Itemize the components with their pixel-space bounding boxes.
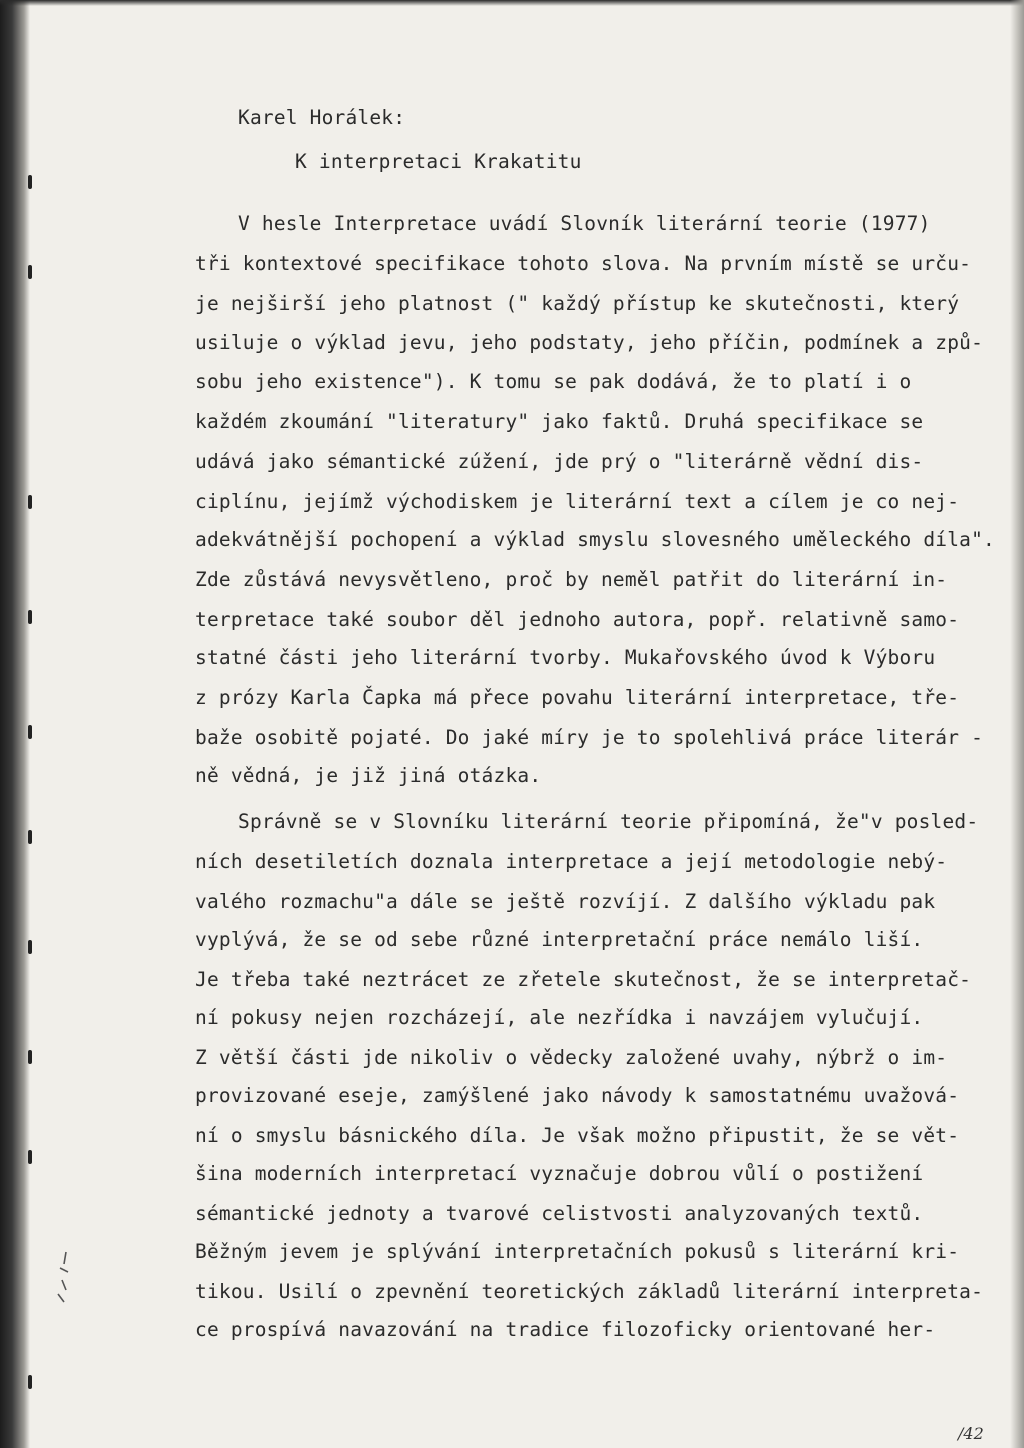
text-line: šina moderních interpretací vyznačuje dobrou vůlí o postižení	[195, 1162, 924, 1185]
text-line: z prózy Karla Čapka má přece povahu literární interpretace, tře-	[195, 686, 960, 709]
text-line: terpretace také soubor děl jednoho autora, popř. relativně samo-	[195, 608, 960, 631]
text-line: Z větší části jde nikoliv o vědecky založené uvahy, nýbrž o im-	[195, 1046, 948, 1069]
text-line: ce prospívá navazování na tradice filozoficky orientované her-	[195, 1318, 936, 1341]
page-number: /42	[958, 1424, 984, 1443]
text-line: ní o smyslu básnického díla. Je však možno připustit, že se vět-	[195, 1124, 960, 1147]
text-line: ně vědná, je již jiná otázka.	[195, 764, 542, 787]
binding-mark	[28, 265, 32, 279]
text-line: baže osobitě pojaté. Do jaké míry je to spolehlivá práce literár -	[195, 726, 984, 749]
text-line: sobu jeho existence"). K tomu se pak dodává, že to platí i o	[195, 370, 912, 393]
binding-mark	[28, 1150, 32, 1164]
binding-mark	[28, 1050, 32, 1064]
text-line: ciplínu, jejímž východiskem je literární text a cílem je co nej-	[195, 490, 960, 513]
page-right-edge	[1010, 0, 1024, 1448]
text-line: Správně se v Slovníku literární teorie připomíná, že"v posled-	[238, 810, 979, 833]
text-line: tikou. Usilí o zpevnění teoretických základů literární interpreta-	[195, 1280, 984, 1303]
text-line: adekvátnější pochopení a výklad smyslu slovesného uměleckého díla".	[195, 528, 995, 551]
text-line: udává jako sémantické zúžení, jde prý o "literárně vědní dis-	[195, 450, 924, 473]
binding-mark	[28, 830, 32, 844]
binding-mark	[28, 1375, 32, 1389]
text-line: usiluje o výklad jevu, jeho podstaty, jeho příčin, podmínek a způ-	[195, 331, 984, 354]
text-line: sémantické jednoty a tvarové celistvosti analyzovaných textů.	[195, 1202, 924, 1225]
text-line: V hesle Interpretace uvádí Slovník literární teorie (1977)	[238, 212, 931, 235]
text-line: každém zkoumání "literatury" jako faktů. Druhá specifikace se	[195, 410, 924, 433]
binding-mark	[28, 940, 32, 954]
binding-mark	[28, 725, 32, 739]
margin-scribble	[52, 1250, 82, 1315]
binding-shadow	[0, 0, 30, 1448]
text-line: vyplývá, že se od sebe různé interpretační práce nemálo liší.	[195, 928, 924, 951]
binding-mark	[28, 175, 32, 189]
text-line: Zde zůstává nevysvětleno, proč by neměl patřit do literární in-	[195, 568, 948, 591]
text-line: je nejširší jeho platnost (" každý přístup ke skutečnosti, který	[195, 292, 960, 315]
text-line: ní pokusy nejen rozcházejí, ale nezřídka i navzájem vylučují.	[195, 1006, 924, 1029]
text-line: statné části jeho literární tvorby. Mukařovského úvod k Výboru	[195, 646, 936, 669]
page-top-edge	[0, 0, 1024, 6]
binding-mark	[28, 495, 32, 509]
document-title: K interpretaci Krakatitu	[295, 150, 582, 173]
text-line: tři kontextové specifikace tohoto slova. Na prvním místě se urču-	[195, 252, 972, 275]
text-line: ních desetiletích doznala interpretace a její metodologie nebý-	[195, 850, 948, 873]
author-heading: Karel Horálek:	[238, 106, 406, 129]
text-line: Je třeba také neztrácet ze zřetele skutečnost, že se interpretač-	[195, 968, 972, 991]
binding-mark	[28, 610, 32, 624]
scribble-icon	[52, 1250, 82, 1310]
text-line: valého rozmachu"a dále se ještě rozvíjí. Z dalšího výkladu pak	[195, 890, 936, 913]
text-line: Běžným jevem je splývání interpretačních pokusů s literární kri-	[195, 1240, 960, 1263]
text-line: provizované eseje, zamýšlené jako návody k samostatnému uvažová-	[195, 1084, 960, 1107]
